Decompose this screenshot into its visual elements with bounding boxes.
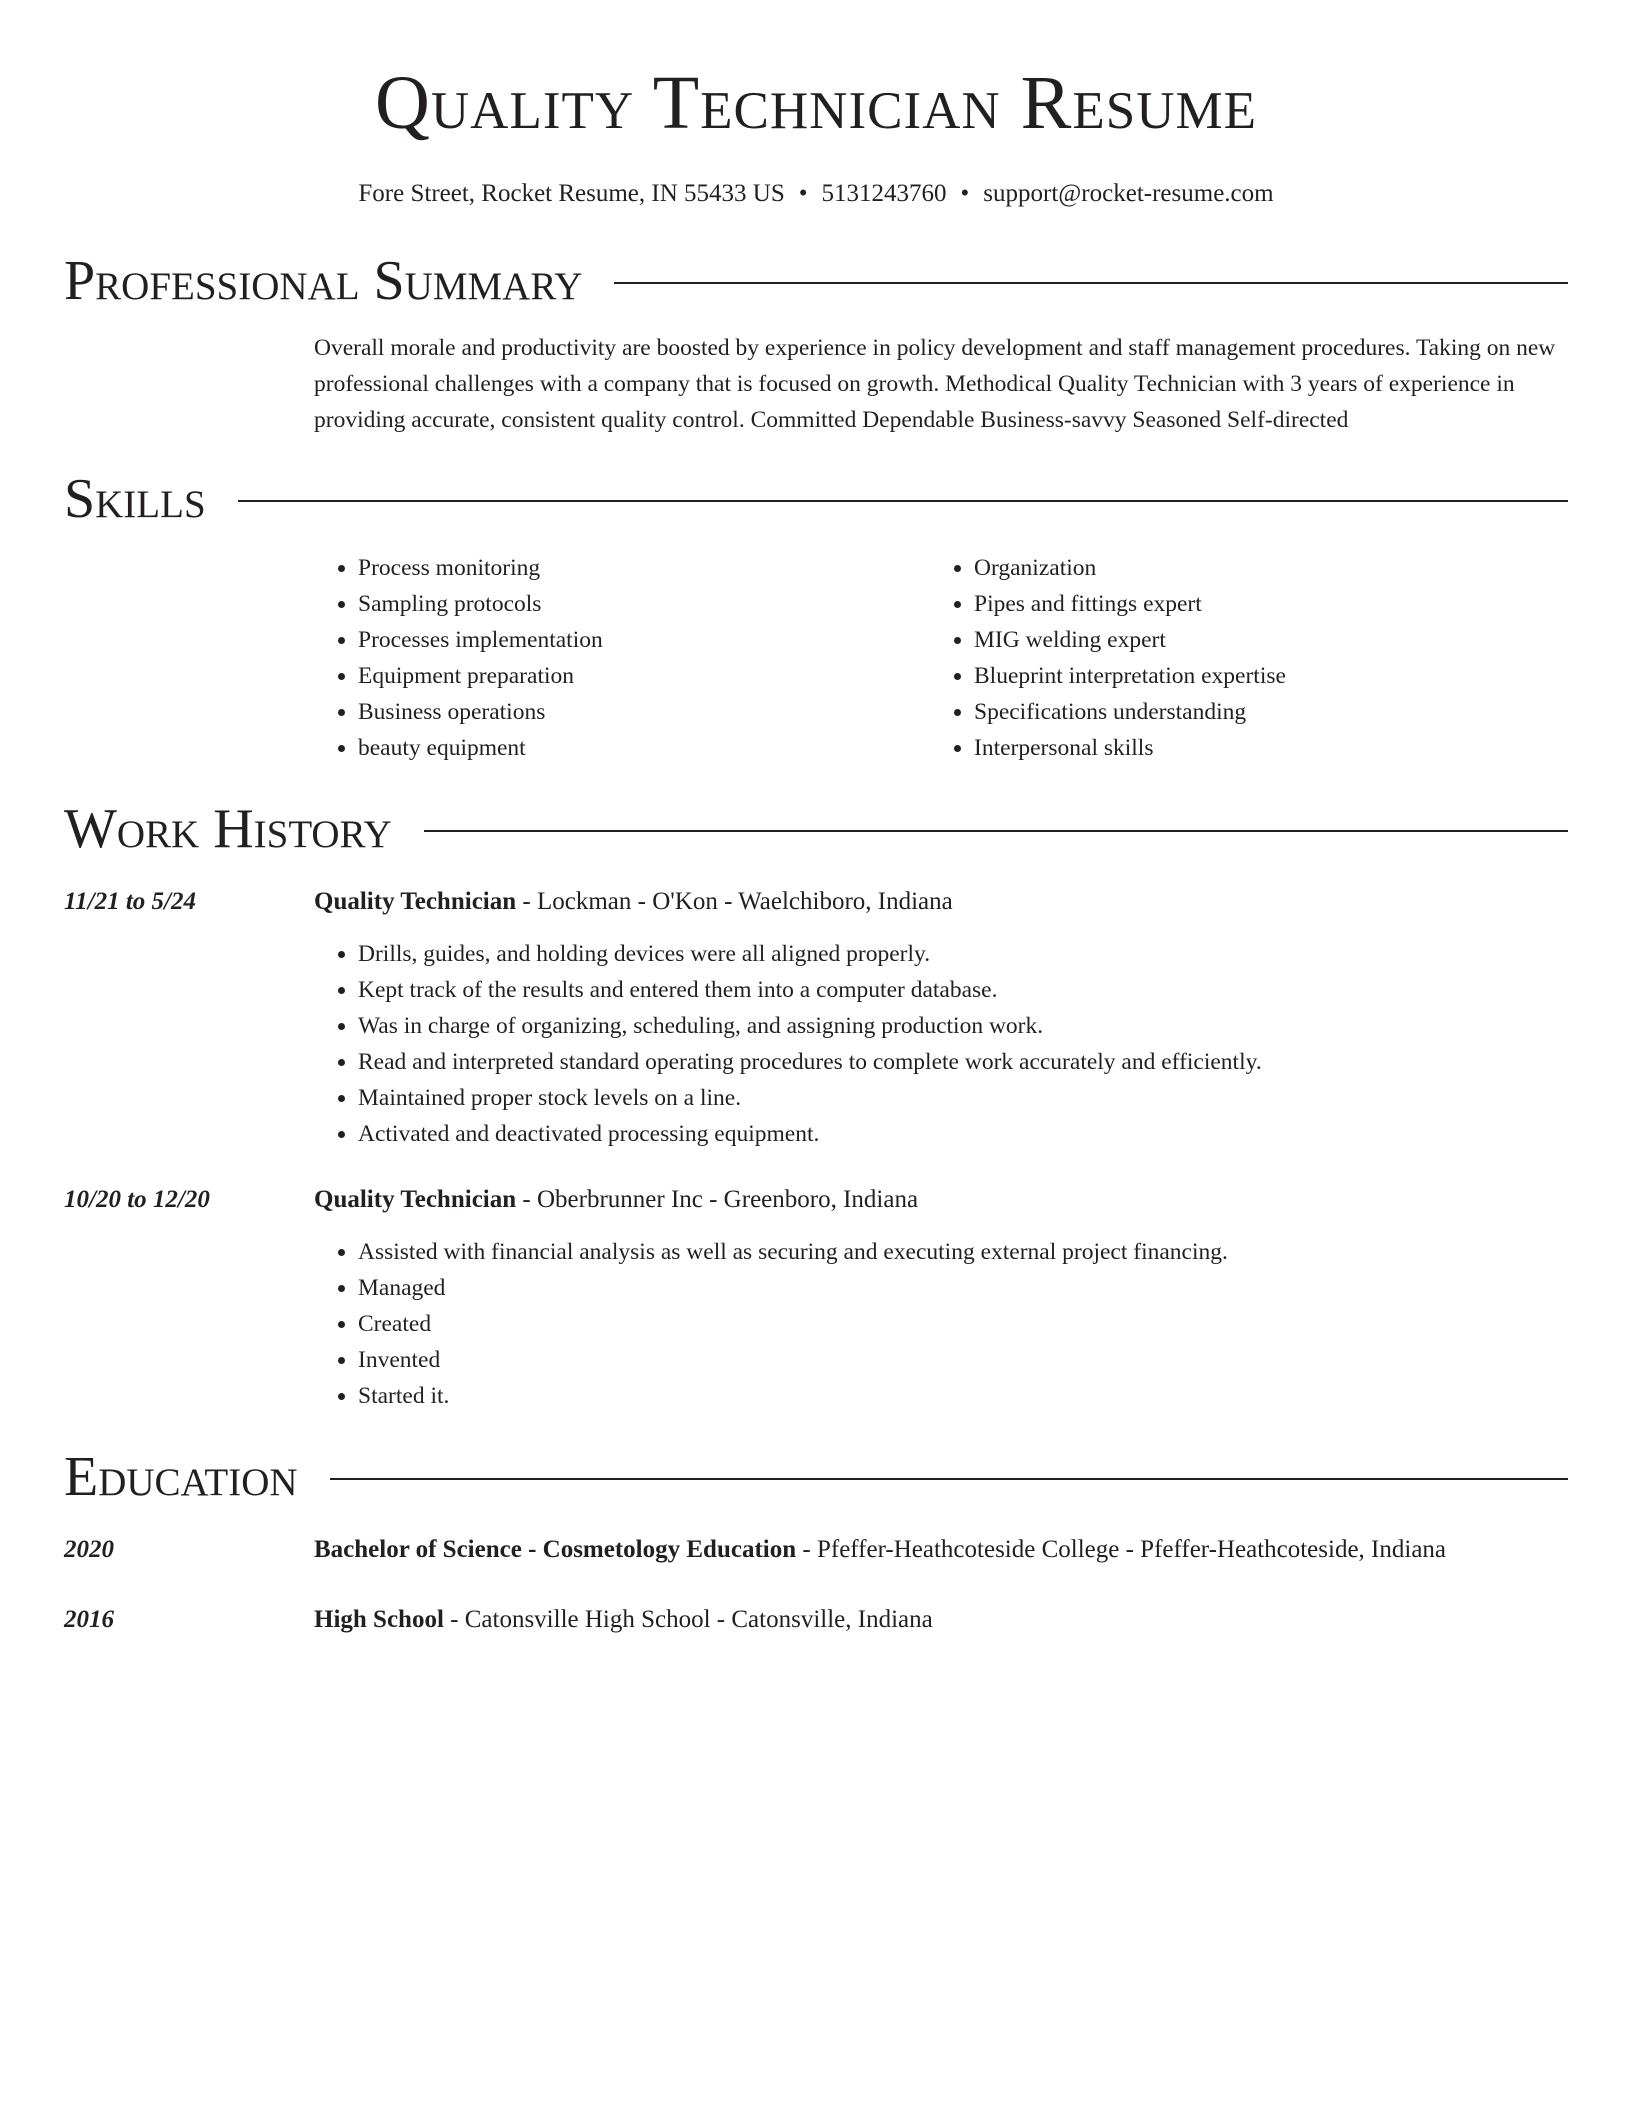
- job-header: [64, 884, 1568, 920]
- skills-section: [64, 464, 1568, 766]
- contact-address: Fore Street, Rocket Resume, IN 55433 US: [358, 180, 785, 207]
- job-description: [314, 884, 1568, 920]
- work-section: [64, 794, 1568, 1414]
- skill-item: • beauty equipment: [358, 730, 930, 766]
- skills-list-left: [314, 550, 930, 766]
- job-dates: 10/20 to 12/20: [64, 1186, 210, 1213]
- job-bullet: • Invented: [358, 1342, 1568, 1378]
- education-description: [314, 1602, 1568, 1638]
- summary-title: Professional Summary: [64, 250, 583, 312]
- job-description: [314, 1182, 1568, 1218]
- summary-heading: [64, 246, 1568, 316]
- education-entry: [64, 1532, 1568, 1568]
- job-bullet: • Read and interpreted standard operating procedures to complete work accurately and efficiently.: [358, 1044, 1568, 1080]
- skills-columns: [314, 550, 1568, 766]
- skills-heading: [64, 464, 1568, 534]
- skill-item: • Equipment preparation: [358, 658, 930, 694]
- contact-separator: •: [798, 180, 808, 207]
- skill-item: • Sampling protocols: [358, 586, 930, 622]
- job-bullet: • Kept track of the results and entered them into a computer database.: [358, 972, 1568, 1008]
- job-dates: 11/21 to 5/24: [64, 888, 196, 915]
- skill-item: • Process monitoring: [358, 550, 930, 586]
- summary-section: [64, 246, 1568, 438]
- job-entry: [64, 1182, 1568, 1414]
- job-bullet: • Managed: [358, 1270, 1568, 1306]
- resume-title: Quality Technician Resume: [375, 61, 1257, 145]
- skill-item: • Interpersonal skills: [974, 730, 1546, 766]
- section-divider: [238, 500, 1568, 502]
- education-entry: [64, 1602, 1568, 1638]
- skill-item: • Business operations: [358, 694, 930, 730]
- skill-item: • Organization: [974, 550, 1546, 586]
- job-entry: [64, 884, 1568, 1152]
- education-year: 2016: [64, 1606, 114, 1633]
- job-bullet: • Activated and deactivated processing equipment.: [358, 1116, 1568, 1152]
- job-bullet: • Was in charge of organizing, scheduling, and assigning production work.: [358, 1008, 1568, 1044]
- education-degree: High School: [314, 1606, 444, 1633]
- education-degree: Bachelor of Science - Cosmetology Education: [314, 1536, 797, 1563]
- skill-item: • MIG welding expert: [974, 622, 1546, 658]
- job-header: [64, 1182, 1568, 1218]
- education-details: - Catonsville High School - Catonsville, Indiana: [443, 1606, 933, 1633]
- job-role: Quality Technician: [314, 1186, 517, 1213]
- education-details: - Pfeffer-Heathcoteside College - Pfeffer-Heathcoteside, Indiana: [796, 1536, 1447, 1563]
- job-bullet: • Started it.: [358, 1378, 1568, 1414]
- section-divider: [330, 1478, 1568, 1480]
- contact-email[interactable]: support@rocket-resume.com: [983, 180, 1274, 207]
- section-divider: [614, 282, 1568, 284]
- contact-line: [64, 178, 1568, 210]
- skill-item: • Processes implementation: [358, 622, 930, 658]
- job-bullets: [314, 1234, 1568, 1414]
- job-bullet: • Drills, guides, and holding devices were all aligned properly.: [358, 936, 1568, 972]
- job-details: - Lockman - O'Kon - Waelchiboro, Indiana: [516, 888, 953, 915]
- skill-item: • Specifications understanding: [974, 694, 1546, 730]
- job-bullet: • Created: [358, 1306, 1568, 1342]
- skill-item: • Blueprint interpretation expertise: [974, 658, 1546, 694]
- work-title: Work History: [64, 798, 392, 860]
- contact-separator: •: [960, 180, 970, 207]
- job-bullets: [314, 936, 1568, 1152]
- skills-title: Skills: [64, 468, 206, 530]
- education-year: 2020: [64, 1536, 114, 1563]
- education-description: [314, 1532, 1568, 1568]
- education-section: [64, 1442, 1568, 1638]
- job-bullet: • Maintained proper stock levels on a line.: [358, 1080, 1568, 1116]
- job-role: Quality Technician: [314, 888, 517, 915]
- education-title: Education: [64, 1446, 298, 1508]
- job-details: - Oberbrunner Inc - Greenboro, Indiana: [516, 1186, 919, 1213]
- contact-phone: 5131243760: [821, 180, 947, 207]
- work-heading: [64, 794, 1568, 864]
- summary-text: Overall morale and productivity are boosted by experience in policy development and staff management procedures. Taking on new professional challenges with a company that is focused on growth. Methodical Quality Technician with 3 years of experience in providing accurate, consistent quality control. Committed Dependable Business-savvy Seasoned Self-directed: [314, 335, 1556, 433]
- job-bullet: • Assisted with financial analysis as well as securing and executing external project financing.: [358, 1234, 1568, 1270]
- education-heading: [64, 1442, 1568, 1512]
- skills-list-right: [930, 550, 1546, 766]
- skill-item: • Pipes and fittings expert: [974, 586, 1546, 622]
- section-divider: [424, 830, 1568, 832]
